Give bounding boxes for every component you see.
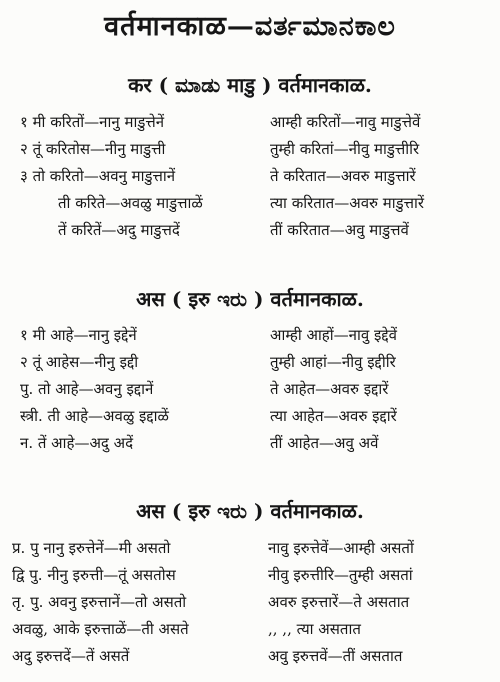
conjugation-row <box>0 406 500 430</box>
row-left-form: पु. तो आहे—अवनु इद्दानें <box>20 380 154 398</box>
row-right-form: तीं करितात—अवु माडुत्तवें <box>270 221 409 239</box>
conjugation-row <box>0 325 500 349</box>
row-left-form: प्र. पु नानु इरुत्तेनें—मी असतो <box>12 539 171 557</box>
row-right-form: तुम्ही आहां—नीवु इद्दीरि <box>270 353 396 371</box>
conjugation-row <box>0 433 500 457</box>
row-left-form: १ मी आहे—नानु इद्देनें <box>20 326 137 344</box>
conjugation-row <box>0 379 500 403</box>
section-heading-2: अस ( इरु ಇರು ) वर्तमानकाळ. <box>136 287 364 311</box>
row-right-form: ते आहेत—अवरु इद्दारें <box>270 380 389 398</box>
row-right-form: त्या आहेत—अवरु इद्दारें <box>270 407 397 425</box>
row-right-form: आम्ही करितों—नावु माडुत्तेवें <box>270 113 421 131</box>
conjugation-row <box>0 220 500 244</box>
row-left-form: २ तूं करितोस—नीनु माडुत्ती <box>20 140 166 158</box>
conjugation-row <box>0 166 500 190</box>
page-title: वर्तमानकाळ—ವರ್ತಮಾನಕಾಲ <box>104 11 396 42</box>
row-left-form: अदु इरुत्तदें—तें असतें <box>12 647 130 665</box>
row-right-form: त्या करितात—अवरु माडुत्तारें <box>270 194 425 212</box>
row-left-form: ३ तो करितो—अवनु माडुत्तानें <box>20 167 176 185</box>
conjugation-row <box>0 592 500 616</box>
conjugation-row <box>0 112 500 136</box>
section-heading-3: अस ( इरु ಇರು ) वर्तमानकाळ. <box>136 499 364 523</box>
row-right-form: तीं आहेत—अवु अवें <box>270 434 379 452</box>
row-left-form: तें करितें—अदु माडुत्तदें <box>58 221 180 239</box>
row-right-form: अवरु इरुत्तारें—ते असतात <box>268 593 410 611</box>
conjugation-row <box>0 619 500 643</box>
row-right-form: नीवु इरुत्तीरि—तुम्ही असतां <box>268 566 413 584</box>
row-left-form: १ मी करितों—नानु माडुत्तेनें <box>20 113 165 131</box>
row-right-form: नावु इरुत्तेवें—आम्ही असतों <box>268 539 414 557</box>
row-left-form: द्वि पु. नीनु इरुत्ती—तूं असतोस <box>12 566 176 584</box>
row-left-form: स्त्री. ती आहे—अवळु इद्दाळें <box>20 407 169 425</box>
conjugation-row <box>0 352 500 376</box>
row-right-form: ,, ,, त्या असतात <box>268 620 361 638</box>
row-left-form: ती करिते—अवळु माडुत्ताळें <box>58 194 203 212</box>
conjugation-row <box>0 565 500 589</box>
row-left-form: न. तें आहे—अदु अदें <box>20 434 134 452</box>
row-right-form: ते करितात—अवरु माडुत्तारें <box>270 167 416 185</box>
conjugation-row <box>0 538 500 562</box>
row-right-form: अवु इरुत्तवें—तीं असतात <box>268 647 403 665</box>
row-right-form: तुम्ही करितां—नीवु माडुत्तीरि <box>270 140 420 158</box>
conjugation-row <box>0 139 500 163</box>
row-left-form: तृ. पु. अवनु इरुत्तानें—तो असतो <box>12 593 187 611</box>
conjugation-row <box>0 646 500 670</box>
row-left-form: अवळु, आके इरुत्ताळें—ती असते <box>12 620 189 638</box>
conjugation-row <box>0 193 500 217</box>
row-left-form: २ तूं आहेस—नीनु इद्दी <box>20 353 139 371</box>
section-heading-1: कर ( ಮಾಡು माडु ) वर्तमानकाळ. <box>128 73 372 97</box>
row-right-form: आम्ही आहों—नावु इद्देवें <box>270 326 397 344</box>
